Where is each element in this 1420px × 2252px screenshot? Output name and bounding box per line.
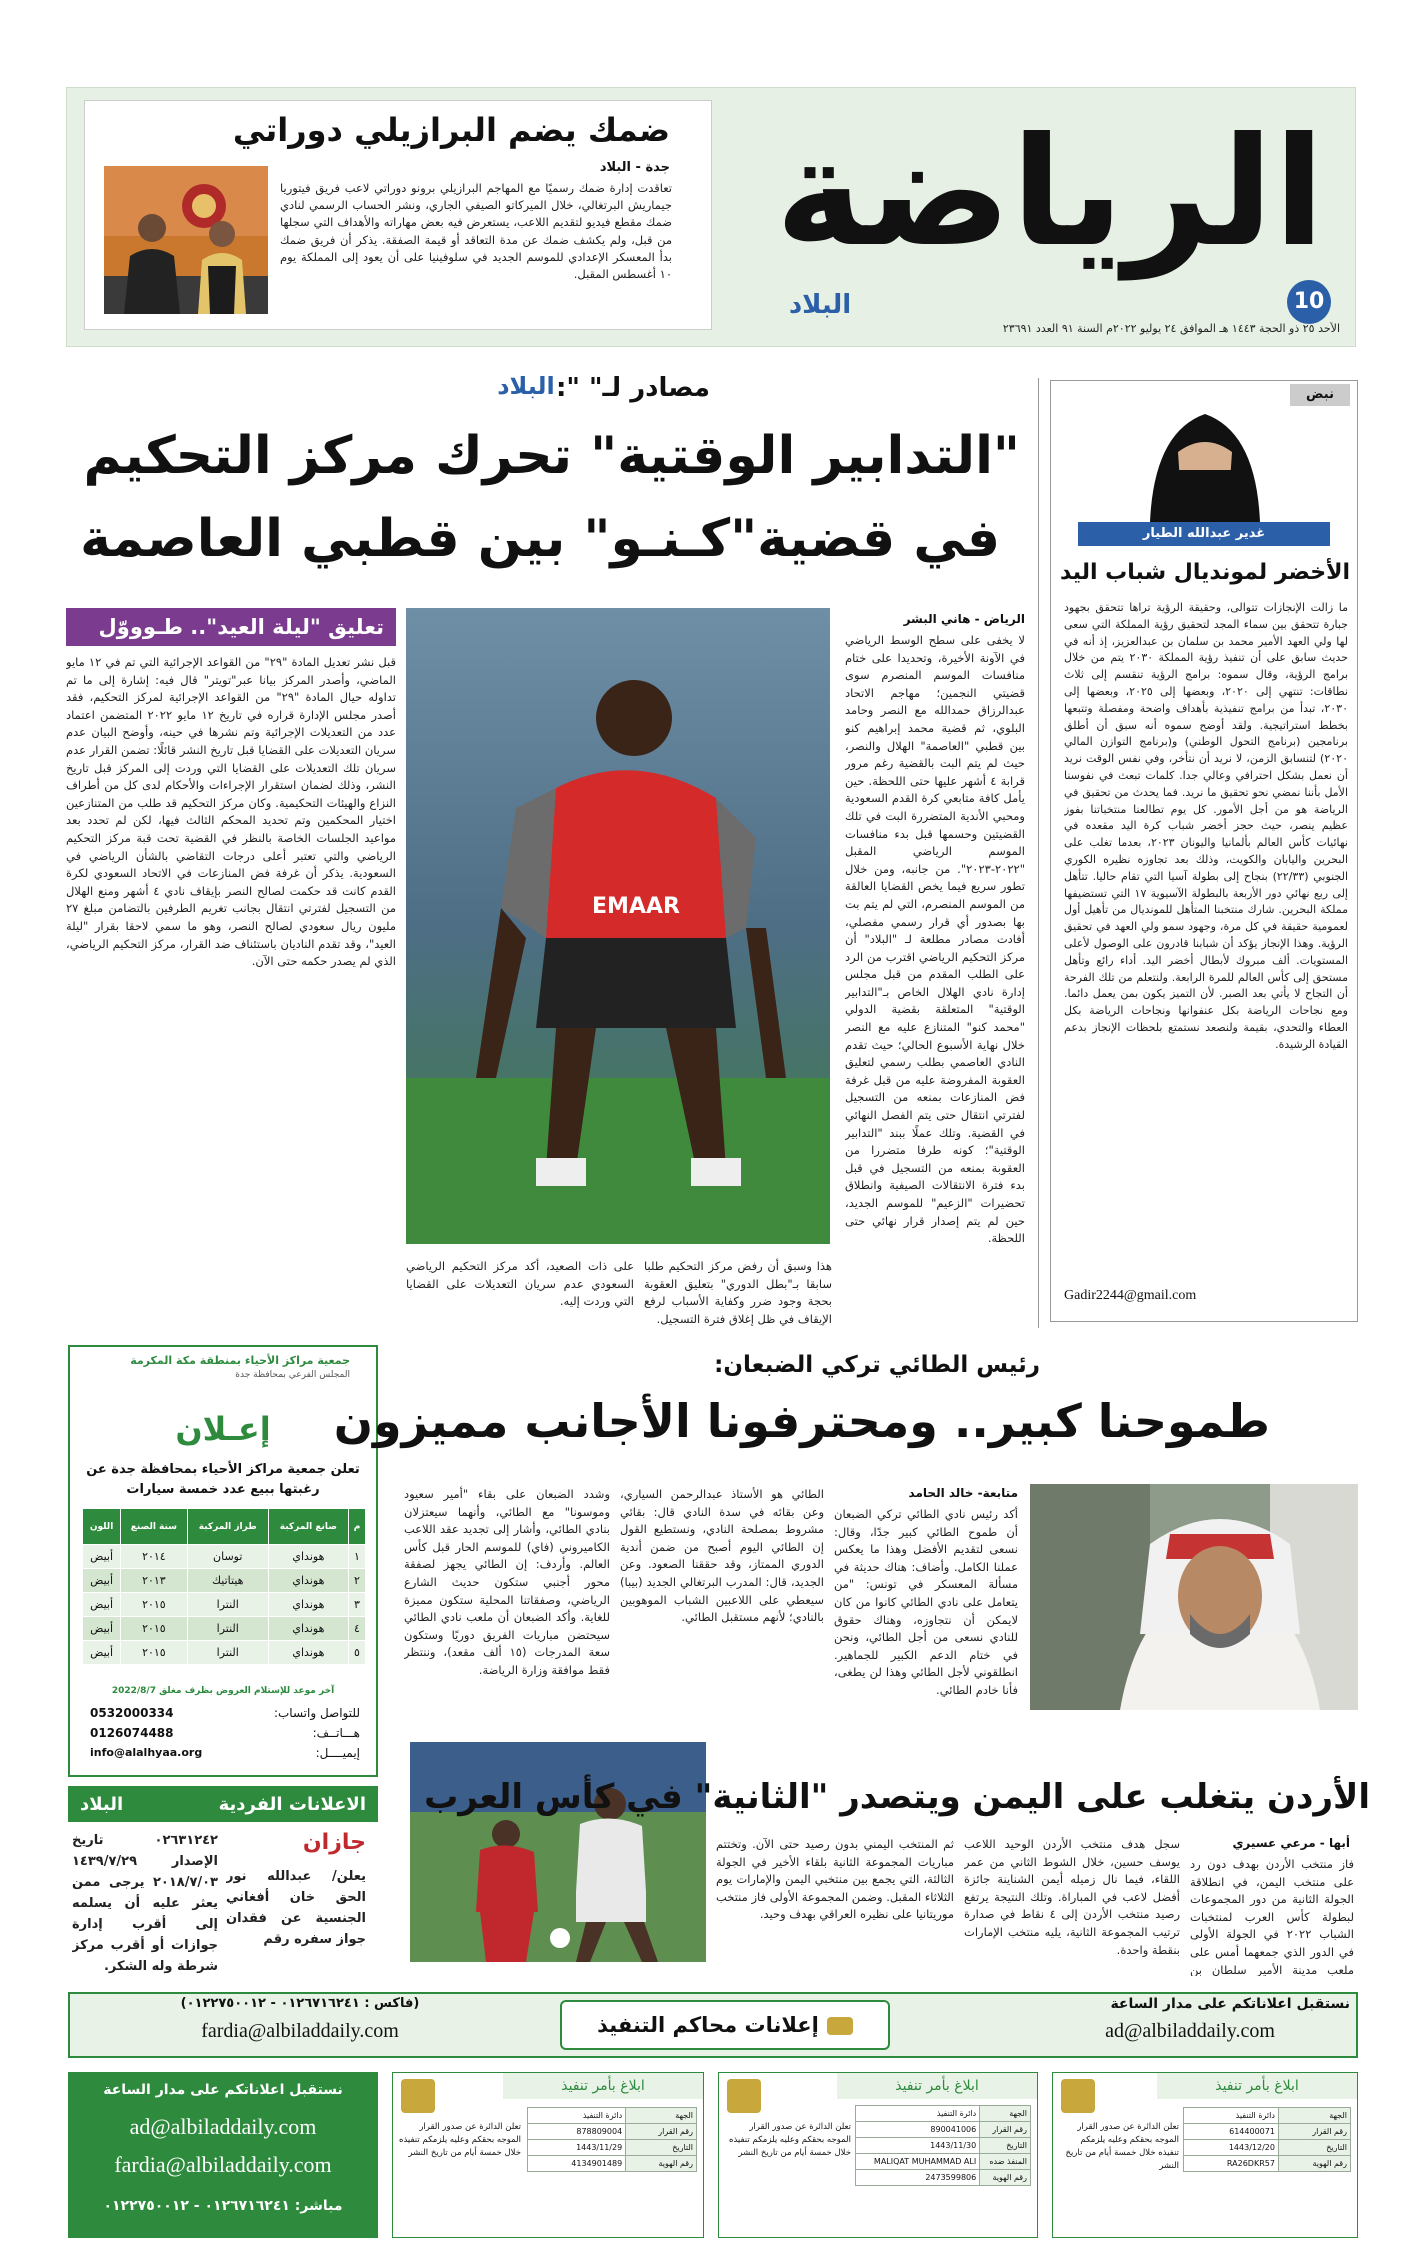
whatsapp-number[interactable]: 0532000334 [90, 1706, 174, 1720]
notice-table [527, 2107, 697, 2172]
cell: 1443/11/29 [528, 2140, 626, 2156]
cell: أبيض [83, 1641, 121, 1665]
court-notice [1052, 2072, 1358, 2238]
cell: النترا [187, 1593, 268, 1617]
banner-fax: (فاكس : ٠١٢٦٧١٦٢٤١ - ٠١٢٢٧٥٠٠١٢) [180, 1996, 420, 2011]
ad-contacts [90, 1706, 360, 1772]
cell: ٣ [349, 1593, 366, 1617]
jordan-col1: فاز منتخب الأردن بهدف دون رد على منتخب اليمن، في انطلاقة الجولة الثانية من دور المجموعات لبطولة كأس العرب لمنتخبات الشباب ٢٠٢٢ في الجولة الأولى في الدور الذي جمعهما أمس على ملعب مدينة الأمير سلطان بن [1190, 1857, 1354, 1976]
phone-number[interactable]: 0126074488 [90, 1726, 174, 1740]
taif-byline: متابعة- خالد الحامد [908, 1486, 1018, 1500]
bl-direct: مباشر: ٠١٢٦٧١٦٢٤١ - ٠١٢٢٧٥٠٠١٢ [103, 2198, 343, 2214]
table-row [83, 1593, 366, 1617]
cell: الجهة [626, 2108, 697, 2124]
cell: أبيض [83, 1593, 121, 1617]
court-notice [392, 2072, 704, 2238]
cell: التاريخ [980, 2138, 1031, 2154]
kicker-brand-logo: البلاد [497, 372, 555, 400]
top-story-photo [104, 166, 268, 314]
notice-emblem-icon [401, 2079, 435, 2113]
vh-3: سنة الصنع [121, 1509, 188, 1545]
cell: هونداي [268, 1569, 348, 1593]
cell: 4134901489 [528, 2156, 626, 2172]
masthead-title: الرياضة [775, 106, 1325, 280]
classifieds-text: يعلن/ عبدالله نور الحق خان أفغاني الجنسية عن فقدان جواز سفره رقم [226, 1869, 366, 1947]
cell: ٢٠١٥ [121, 1641, 188, 1665]
main-headline-line1: "التدابير الوقتية" تحرك مركز التحكيم [83, 426, 1020, 486]
notice-body: تعلن الدائرة عن صدور القرار الموجه بحقكم وعليه يلزمكم تنفيذه خلال خمسة أيام من تاريخ النشر [1065, 2122, 1179, 2171]
cell: توسان [187, 1545, 268, 1569]
phone-label: هـــاتــف: [312, 1726, 360, 1740]
main-headline-line2: في قضية"كـنـو" بين قطبي العاصمة [80, 509, 1000, 569]
court-notice [718, 2072, 1038, 2238]
cell: هونداي [268, 1593, 348, 1617]
page-number-badge: 10 [1287, 280, 1331, 324]
main-kicker-text: مصادر لـ" ": [555, 373, 710, 403]
cell: أبيض [83, 1569, 121, 1593]
cell: 890041006 [856, 2122, 980, 2138]
gov-emblem-icon [827, 2017, 853, 2035]
notice-body: تعلن الدائرة عن صدور القرار الموجه بحقكم وعليه يلزمكم تنفيذه خلال خمسة أيام من تاريخ النشر [729, 2122, 851, 2158]
email-link[interactable]: info@alalhyaa.org [90, 1746, 203, 1759]
column-author-name: غدير عبدالله الطيار [1078, 522, 1330, 546]
cell: ٢ [349, 1569, 366, 1593]
cell: النترا [187, 1617, 268, 1641]
commentary-body: قبل نشر تعديل المادة "٢٩" من القواعد الإجرائية التي تم في ١٢ مايو الماضي، وأصدر المركز بيانا عبر"تويتر" قال فيه: إشارة إلى ما تم تداوله حيال المادة "٢٩" من القواعد الإجرائية لمركز التحكيم، فقد أصدر مجلس الإدارة قراره في تاريخ ١٢ مايو ٢٠٢٢ المتضمن اعتماد عدد من التعديلات الإجرائية وتم نشرها في حينه، وأوضح البيان عدم سريان التعديلات على القضايا قبل تاريخ النشر قائلًا: تضمن القرار عدم سريان تلك التعديلات على القضايا التي وردت إلى المركز قبل تاريخ النشر، وذلك لضمان استقرار الإجراءات والأحكام لدى كل من أطراف النزاع والهيئات التحكيمية. وكان مركز التحكيم قد طلب من المتنازعين اختيار المحكمين وتم تحديد المحكم الثالث فيها، لكن لم تحدد بعد مواعيد الجلسات الخاصة بالنظر في القضية تحت قبة مركز التحكيم الرياضي والتي تعتبر أعلى درجات التقاضي بالشأن الرياضي في السعودية. يذكر أن غرفة فض المنازعات في الاتحاد السعودي لكرة القدم كانت قد حكمت لصالح النصر بإيقاف نادي ٤ أشهر ومنع الهلال من التسجيل لفترتي انتقال بجانب تغريم الطرفين بالتضامن مبلغ ٢٧ مليون ريال سعودي لصالح النصر، وهو ما سمي لاحقا بقرار "ليلة العيد"، وقد تقدم الناديان باستئناف ضد القرار، مركز التحكيم الرياضي، الذي لم يصدر حكمه حتى الآن. [66, 655, 396, 969]
table-row [83, 1617, 366, 1641]
cell: ٤ [349, 1617, 366, 1641]
cell: التاريخ [626, 2140, 697, 2156]
divider [1038, 378, 1039, 1328]
column-title: الأخضر لمونديال شباب اليد [1060, 560, 1350, 585]
vh-0: م [349, 1509, 366, 1545]
cell: ٢٠١٥ [121, 1617, 188, 1641]
cell: هيتاتيك [187, 1569, 268, 1593]
cell: رقم القرار [1278, 2124, 1350, 2140]
table-row [83, 1545, 366, 1569]
classifieds-text2: ٠٢٦٣١٢٤٢ تاريخ الإصدار ١٤٣٩/٧/٢٩ ٢٠١٨/٧/٠٣ يرجى ممن يعثر عليه أن يسلمه إلى أقرب إدارة جوازات أو أقرب مركز شرطة وله الشكر. [72, 1833, 218, 1974]
cell: التاريخ [1278, 2140, 1350, 2156]
taif-president-photo [1030, 1484, 1358, 1710]
main-photo-player [406, 608, 830, 1244]
cell: أبيض [83, 1617, 121, 1641]
cell: رقم الهوية [626, 2156, 697, 2172]
column-label: نبض [1290, 384, 1350, 406]
masthead-brand-logo: البلاد [788, 290, 852, 320]
notice-body: تعلن الدائرة عن صدور القرار الموجه بحقكم وعليه يلزمكم تنفيذه خلال خمسة أيام من تاريخ النشر [399, 2122, 521, 2158]
bl-email1[interactable]: ad@albiladdaily.com [129, 2114, 317, 2139]
column-body: ما زالت الإنجازات تتوالى، وحقيقة الرؤية تراها تتحقق بجهود جبارة تتحقق بين سماء المجد لتحقيق رؤية المملكة التي سعى لها ولي العهد الأمير محمد بن سلمان بن عبدالعزيز، إذ أنه في حديث سابق على أن تنفيذ رؤية المملكة ٢٠٣٠ يتم من خلال برامج الرؤية، وقال سموه: برامج الرؤية تنقسم إلى ثلاث نطاقات: تنتهي إلى ٢٠٢٠، وبعضها إلى ٢٠٢٥، وبعضها إلى ٢٠٣٠، تبدأ من برامج تنفيذية بأهداف واضحة ومفصلة وتتبعها بخطط استراتيجية. ولقد أوضح سموه أنه سبق أن أطلق برنامجين (برنامج التحول الوطني) و(برنامج التوازن المالي ٢٠٢٠) لتنسابق الزمن، لا نريد أن نتأخر، وفي نفس الوقت نريد أن نعمل بشكل احترافي وعالي جدا. كلمات تبعث في نفوسنا الأمل بأننا نمضي نحو تحقيق ما نريد. فما يحدث من تحقيق في الرياضة هو من أجل الأمور. كل يوم تطالعنا منتخباتنا بفوز عظيم ينصر، حيث حجز أخضر شباب كرة اليد مقعده في نهائيات كأس العالم بألمانيا واليونان ٢٠٢٣، بعدما تغلب على البحرين واليابان والكويت، وذلك بعد تجاوزه نظيره الكوري الجنوبي (٢٢/٣٣) بنجاح إلى بطولة آسيا التي تقام حاليا. تتأهل إلى ربع نهائي دور الأربعة بالبطولة الآسيوية ١٧ التي تستضيفها مملكة البحرين. شارك منتخبنا المتأهل للمونديال من تأهيل أول لعمومية حقيقة في كل مرة، وجهود سمو ولي العهد في تحقيق الرؤية. وهذا الإنجاز يؤكد أن شبابنا قادرون على الوصول لأعلى المستويات. ألف مبروك لأبطال أخضر اليد. أداء رائع وتأهل مستحق إلى كأس العالم للمرة الرابعة. ولنتعلم من تلك الفرحة أن التجاح لا يأتي بعد الصبر. لأن التميز يكون بمن يعمل دائما. ومع نجاحات الرياضة بكل عنفوانها ونجاحات الرياضة بكل العطاء والتحدي، بقيمة ولنصعد نستمتع بلحظات الإنجاز بدعم القيادة الرشيدة. [1064, 601, 1348, 1051]
banner-receive-ads: نستقبل اعلاناتكم على مدار الساعة [1110, 1996, 1350, 2012]
cell: أبيض [83, 1545, 121, 1569]
cell: المنفذ ضده [980, 2154, 1031, 2170]
cell: ١ [349, 1545, 366, 1569]
main-story-col2: هذا وسبق أن رفض مركز التحكيم طلبا سابقا بـ"بطل الدوري" بتعليق العقوبة بحجة وجود ضرر وكفاية الأسباب لرفع الإيقاف في ظل إغلاق فترة التسجيل. [644, 1259, 832, 1326]
email-label: إيميــــل: [315, 1746, 360, 1760]
cell: هونداي [268, 1641, 348, 1665]
vh-2: طراز المركبة [187, 1509, 268, 1545]
taif-headline: طموحنا كبير.. ومحترفونا الأجانب مميزون [333, 1394, 1270, 1448]
vh-1: صانع المركبة [268, 1509, 348, 1545]
cell: رقم الهوية [980, 2170, 1031, 2186]
notice-table [1183, 2107, 1351, 2172]
notice-emblem-icon [1061, 2079, 1095, 2113]
vehicle-ad-org [100, 1354, 350, 1406]
cell: رقم القرار [626, 2124, 697, 2140]
cell: 614400071 [1184, 2124, 1279, 2140]
jordan-byline: أبها - مرعي عسيري [1232, 1836, 1350, 1850]
cell: دائرة التنفيذ [1184, 2108, 1279, 2124]
whatsapp-label: للتواصل واتساب: [273, 1706, 360, 1720]
cell: رقم الهوية [1278, 2156, 1350, 2172]
cell: 1443/12/20 [1184, 2140, 1279, 2156]
table-row [83, 1641, 366, 1665]
cell: رقم القرار [980, 2122, 1031, 2138]
ad-org-sub: المجلس الفرعي بمحافظة جدة [235, 1370, 350, 1380]
vehicle-table-header [83, 1509, 366, 1545]
bl-title: نستقبل اعلاناتكم على مدار الساعة [103, 2082, 343, 2098]
taif-col2: الطائي هو الأستاذ عبدالرحمن السياري، وعن بقائه في سدة النادي قال: بقائي مشروط بمصلحة النادي، ونستطيع القول إن الطائي اليوم أصبح من ضمن أندية الدوري الممتاز، وقد حققنا الصعود. وعن الجديد، قال: المدرب البرتغالي الجديد (بيبا) سيعطي على اللاعبين الشباب الموهوبين بالنادي؛ لأنهم مستقبل الطائي. [620, 1487, 824, 1625]
jordan-col3: ثم المنتخب اليمني بدون رصيد حتى الآن. وتختتم مباريات المجموعة الثانية بلقاء الأخير في الجولة الثالثة، التي يجمع بين منتخبي اليمن والإمارات يوم الثلاثاء المقبل. وضمن المجموعة الأولى فاز منتخب موريتانيا على نظيره العراقي بهدف وحيد. [716, 1837, 954, 1922]
ad-org-name: جمعية مراكز الأحياء بمنطقة مكة المكرمة [130, 1354, 350, 1367]
dateline: الأحد ٢٥ ذو الحجة ١٤٤٣ هـ الموافق ٢٤ يوليو ٢٠٢٢م السنة ٩١ العدد ٢٣٦٩١ [1002, 322, 1340, 335]
taif-col1: أكد رئيس نادي الطائي تركي الضبعان أن طموح الطائي كبير جدًا، وقال: نسعى لتقديم الأفضل وهذا ما يعكس عملنا الكامل. وأضاف: هناك حديثة في مسألة المعسكر في تونس: "من يتعامل على نادي الطائي كانوا من كان لايمكن أن نتجاوزه، وهناك حقوق للنادي نسعى من أجل الطائي، ونحن في ختام الدعم الكبير للجماهير. انطلقوني لأجل الطائي وهذا لن يطغى، فأنا خادم الطائي. [834, 1507, 1018, 1697]
cell: هونداي [268, 1617, 348, 1641]
cell: النترا [187, 1641, 268, 1665]
cell: 878809004 [528, 2124, 626, 2140]
column-email: Gadir2244@gmail.com [1064, 1288, 1197, 1303]
table-row [83, 1569, 366, 1593]
banner-title-text: إعلانات محاكم التنفيذ [597, 2013, 819, 2037]
taif-col3: وشدد الضبعان على بقاء "أمير سعيود وموسونا" مع الطائي، وأنهما سيعتزلان بنادي الطائي، وأشار إلى تجديد عقد اللاعب الكاميروني (فاي) للموسم الحار قبل كأس العالم. وأردف: إن الطائي يجهز لصفقة محور أجنبي ستكون حديث الشارع الرياضي، وصفقاتنا المحلية ستكون مميزة للغاية. وأكد الضبعان أن ملعب نادي الطائي سيحتضن مباريات الفريق دوريًا وستكون سعة المدرجات (١٥ ألف مقعد)، وننتظر فقط موافقة وزارة الرياضة. [404, 1487, 610, 1677]
ad-title: إعـلان [175, 1410, 271, 1448]
cell: RA26DKR57 [1184, 2156, 1279, 2172]
banner-email-ad[interactable]: ad@albiladdaily.com [1105, 2020, 1275, 2042]
banner-email-fardia[interactable]: fardia@albiladdaily.com [201, 2020, 399, 2042]
cell: ٢٠١٤ [121, 1545, 188, 1569]
taif-subhead: رئيس الطائي تركي الضبعان: [714, 1352, 1040, 1378]
main-story-col1: لا يخفى على سطح الوسط الرياضي في الآونة الأخيرة، وتحديدا على ختام منافسات الموسم المنصرم سوى قضيتي النجمين؛ مهاجم الاتحاد عبدالرزاق حمدالله مع النصر وحامد البلوي، ثم قضية محمد إبراهيم كنو بين قطبي "العاصمة" الهلال والنصر، حيث لم يتم البت بالقضية رغم مرور قرابة ٤ أشهر عليها حتى اللحظة. حين يأمل كافة متابعي كرة القدم السعودية ومحبي الأندية المتضررة البت في تلك القضيتين وحسمها قبل بدء منافسات الموسم الرياضي المقبل "٢٠٢٢-٢٠٢٣". من جانبه، ومن خلال تطور سريع فيما يخص القضايا العالقة من الموسم المنصرم، التي لم يتم بت بها بصدور أي قرار رسمي مفصلي، أفادت مصادر مطلعة لـ "البلاد" أن مركز التحكيم الرياضي اقترب من الرد على الطلب المقدم من قبل مجلس إدارة نادي الهلال الخاص بـ"التدابير الوقتية" المتعلقة بقضية الدولي "محمد كنو" المتنازع عليه مع النصر خلال نهاية الأسبوع الحالي؛ حيث تقدم النادي العاصمي بطلب رسمي لتعليق العقوبة المفروضة عليه من قبل غرفة فض المنازعات بمنعه من التسجيل لفترتي انتقال حتى يتم الفصل النهائي في القضية. وتلك عملًا ببند "التدابير الوقتية"؛ كونه طرفا متضررا من العقوبة بمنعه من التسجيل في قبل بدء فترة الانتقالات الصيفية وانطلاق تحضيرات "الزعيم" للموسم الجديد، حين لم يتم إصدار قرار نهائي حتى اللحظة. [845, 633, 1025, 1246]
notice-emblem-icon [727, 2079, 761, 2113]
classifieds-city: جازان [302, 1830, 366, 1855]
classifieds-title: الاعلانات الفردية [218, 1793, 366, 1815]
notice-table [855, 2105, 1031, 2186]
cell: MALIQAT MUHAMMAD ALI [856, 2154, 980, 2170]
jordan-headline: الأردن يتغلب على اليمن ويتصدر "الثانية" في كأس العرب [424, 1777, 1370, 1817]
ad-deadline: آخر موعد للإستلام العروض بظرف مغلق 2022/8/7 [111, 1686, 335, 1696]
vehicle-table [82, 1508, 366, 1665]
cell: الجهة [980, 2106, 1031, 2122]
notice-heading: ابلاغ بأمر تنفيذ [837, 2073, 1037, 2099]
cell: 2473599806 [856, 2170, 980, 2186]
banner-center-title [560, 2000, 890, 2050]
top-story-headline: ضمك يضم البرازيلي دوراتي [232, 111, 670, 149]
notice-heading: ابلاغ بأمر تنفيذ [503, 2073, 703, 2099]
column-author-photo [1136, 392, 1274, 522]
cell: ٢٠١٣ [121, 1569, 188, 1593]
svg-text:EMAAR: EMAAR [592, 894, 680, 919]
bl-email2[interactable]: fardia@albiladdaily.com [114, 2152, 332, 2177]
jordan-col2: سجل هدف منتخب الأردن الوحيد اللاعب يوسف حسين، خلال الشوط الثاني من عمر اللقاء، فيما نال زميله أيمن الشناينة جائزة أفضل لاعب في المباراة. وتلك النتيجة يرتفع رصيد منتخب الأردن إلى ٤ نقاط في صدارة ترتيب المجموعة الثانية، يليه منتخب الإمارات بنقطة واحدة. [964, 1837, 1180, 1957]
ad-subtitle: تعلن جمعية مراكز الأحياء بمحافظة جدة عن رغبتها ببيع عدد خمسة سيارات [86, 1462, 360, 1497]
cell: دائرة التنفيذ [528, 2108, 626, 2124]
cell: دائرة التنفيذ [856, 2106, 980, 2122]
classifieds-brand: البلاد [80, 1793, 124, 1815]
cell: هونداي [268, 1545, 348, 1569]
classifieds-header [68, 1786, 378, 1822]
cell: الجهة [1278, 2108, 1350, 2124]
notice-heading: ابلاغ بأمر تنفيذ [1157, 2073, 1357, 2099]
main-byline: الرياض - هاني البشر [903, 612, 1025, 626]
cell: 1443/11/30 [856, 2138, 980, 2154]
cell: ٥ [349, 1641, 366, 1665]
vh-4: اللون [83, 1509, 121, 1545]
commentary-header: تعليق "ليلة العيد".. طـوووّل [66, 608, 396, 646]
main-story-col3: على ذات الصعيد، أكد مركز التحكيم الرياضي السعودي عدم سريان التعديلات على القضايا التي وردت إليه. [406, 1259, 634, 1309]
top-story-body: تعاقدت إدارة ضمك رسميًا مع المهاجم البرازيلي برونو دوراتي لاعب فريق فيتوريا جيماريش البرتغالي، خلال الميركاتو الصيفي الجاري، ونشر الحساب الرسمي لنادي ضمك مقطع فيديو لتقديم اللاعب، يستعرض فيه بعض مهاراته والأهداف التي سجلها من قبل، ولم يكشف ضمك عن مدة التعاقد أو قيمة الصفقة. يذكر أن فريق ضمك بدأ المعسكر الإعدادي للموسم الجديد في سلوفينيا على أن يعود إلى المملكة يوم ١٠ أغسطس المقبل. [280, 181, 672, 282]
top-story-byline: جدة - البلاد [599, 160, 670, 175]
cell: ٢٠١٥ [121, 1593, 188, 1617]
